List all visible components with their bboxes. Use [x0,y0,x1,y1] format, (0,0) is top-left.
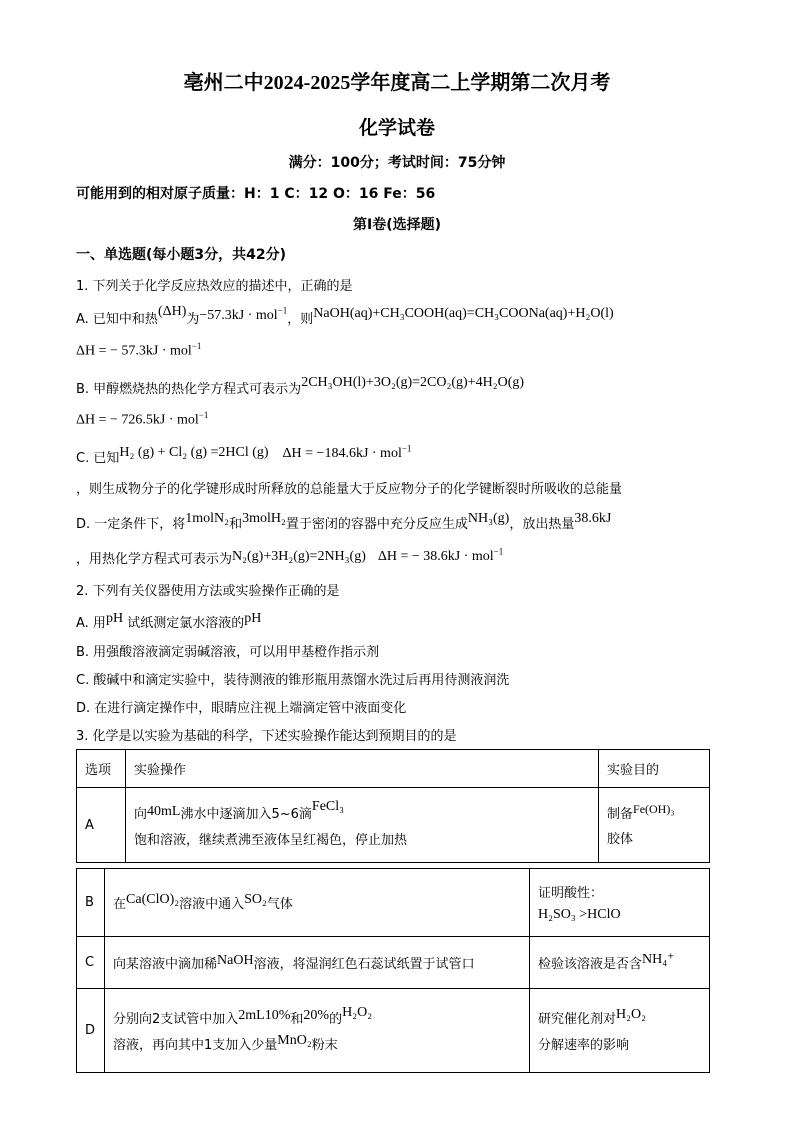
row-b-acid-compare: H₂SO₃ >HClO [538,907,621,922]
row-c-option: C [77,937,105,989]
row-b-caclo2: Ca(ClO)₂ [126,891,180,907]
q1-c-equation: H₂ (g) + Cl₂ (g) =2HCl (g) [119,445,269,460]
q2-stem: 2. 下列有关仪器使用方法或实验操作正确的是 [76,584,340,599]
row-c-nh4: NH₄⁺ [642,951,675,967]
row-a-volume: 40mL [147,803,181,819]
q1-d-enthalpy-wrap [377,546,504,564]
table-header-row [77,750,710,788]
q2-option-c: C. 酸碱中和滴定实验中，装待测液的锥形瓶用蒸馏水洗过后再用待测液润洗 [76,673,510,688]
row-c-op1: 向某溶液中滴加稀 [113,956,218,972]
exam-subtitle: 化学试卷 [358,118,435,139]
q1-option-d [76,513,611,533]
q1-c-text1: C. 已知 [76,451,120,466]
row-a-goal2: 胶体 [607,832,634,847]
q1-c-enthalpy-wrap [282,443,412,461]
q1-a-dh: (ΔH) [157,304,187,319]
row-d-op3: 的 [329,1011,343,1027]
q2-a-text2: 试纸测定氯水溶液的 [123,616,245,631]
q1-d-heat: 38.6kJ [574,511,612,526]
q1-d-h2: 3molH₂ [242,511,286,526]
q2-a-text1: A. 用 [76,616,106,631]
q3-stem: 3. 化学是以实验为基础的科学，下述实验操作能达到预期目的的是 [76,729,457,744]
row-c-naoh: NaOH [217,952,254,968]
q1-d-line2 [76,548,503,568]
q1-d-n2: 1molN₂ [185,511,230,526]
row-d-goal2: 分解速率的影响 [538,1038,630,1053]
row-d-goal [530,989,710,1073]
row-b-goal [530,869,710,937]
q1-a-text1: A. 已知中和热 [76,312,158,327]
exam-meta: 满分：100分；考试时间：75分钟 [288,155,506,171]
q1-a-dh2: ΔH = − 57.3kJ · mol [76,343,192,359]
row-a-fecl3: FeCl₃ [311,798,345,814]
row-b-op3: 气体 [266,896,293,912]
row-b-op2: 溶液中通入 [179,896,245,912]
q1-d-text1: D. 一定条件下，将 [76,517,186,532]
row-d-goal-h2o2: H₂O₂ [616,1007,646,1022]
q1-d-nh3: NH₃(g) [467,511,510,526]
q1-option-a [76,304,614,328]
q1-c-dh: ΔH = −184.6kJ · mol [282,446,402,461]
q1-a-enthalpy [76,341,201,360]
q1-a-equation: NaOH(aq)+CH₃COOH(aq)=CH₃COONa(aq)+H₂O(l) [313,306,614,321]
row-b-option: B [77,869,105,937]
q1-option-b [76,375,525,398]
atomic-masses: 可能用到的相对原子质量：H：1 C：12 O：16 Fe：56 [76,186,436,202]
row-d-option: D [77,989,105,1073]
q3-table-bottom [76,868,710,1073]
table-row [77,788,710,863]
q1-d-text2: 和 [229,517,243,532]
row-d-val2: 20% [303,1007,330,1023]
table-row [77,937,710,989]
row-a-option: A [77,788,126,863]
row-a-goal1: 制备 [607,807,634,822]
q2-option-a [76,612,261,632]
q1-b-enthalpy [76,410,208,429]
row-b-operation [105,869,530,937]
row-b-op1: 在 [113,896,127,912]
q1-d-dh: ΔH = − 38.6kJ · mol [377,549,494,564]
q1-c-dh-sup: −1 [401,443,412,454]
q1-c-conclusion: ，则生成物分子的化学键形成时所释放的总能量大于反应物分子的化学键断裂时所吸收的总能量 [76,482,623,497]
q1-b-equation: 2CH₃OH(l)+3O₂(g)=2CO₂(g)+4H₂O(g) [301,375,525,390]
header-option: 选项 [77,750,126,788]
row-c-goal [530,937,710,989]
q1-b-dh-sup: −1 [198,410,209,420]
header-goal: 实验目的 [599,750,710,788]
row-c-goal1: 检验该溶液是否含 [538,956,643,972]
row-d-op4: 溶液，再向其中1支加入少量 [113,1037,278,1053]
q1-d-dh-sup: −1 [493,546,504,557]
q1-b-dh: ΔH = − 726.5kJ · mol [76,412,199,428]
q1-d-text5: ，用热化学方程式可表示为 [76,552,233,567]
row-c-op2: 溶液，将湿润红色石蕊试纸置于试管口 [253,956,475,972]
q3-table-top [76,749,710,863]
table-row [77,989,710,1073]
q1-b-text1: B. 甲醇燃烧热的热化学方程式可表示为 [76,382,302,397]
row-d-h2o2: H₂O₂ [342,1004,373,1020]
row-d-op2: 和 [290,1011,304,1027]
q1-d-equation: N₂(g)+3H₂(g)=2NH₃(g) [232,549,366,564]
header-operation: 实验操作 [126,750,599,788]
q1-option-c [76,443,412,467]
row-d-operation [105,989,530,1073]
row-c-operation [105,937,530,989]
row-a-op1: 向 [134,806,148,822]
row-d-val1: 2mL10% [238,1007,291,1023]
row-d-goal1: 研究催化剂对 [538,1012,617,1027]
q1-stem: 1. 下列关于化学反应热效应的描述中，正确的是 [76,279,353,294]
q1-a-val: −57.3kJ · mol [199,308,278,323]
row-a-op2: 沸水中逐滴加入5~6滴 [180,806,312,822]
row-d-op1: 分别向2支试管中加入 [113,1011,239,1027]
q2-a-ph: pH [105,611,124,626]
row-a-goal [599,788,710,863]
row-a-op3: 饱和溶液，继续煮沸至液体呈红褐色，停止加热 [134,832,408,848]
q1-a-dh2-sup: −1 [191,341,202,351]
row-b-so2: SO₂ [244,891,267,907]
q1-a-text3: ，则 [287,312,314,327]
row-b-goal1: 证明酸性： [538,886,604,901]
q1-d-text4: ，放出热量 [509,517,575,532]
section-heading: 一、单选题(每小题3分，共42分) [76,247,287,263]
q2-a-ph2: pH [244,611,262,626]
row-d-op5: 粉末 [311,1037,338,1053]
row-d-mno2: MnO₂ [277,1032,312,1048]
exam-title: 亳州二中2024-2025学年度高二上学期第二次月考 [183,72,611,94]
q2-option-b: B. 用强酸溶液滴定弱碱溶液，可以用甲基橙作指示剂 [76,645,380,660]
row-a-operation [126,788,599,863]
table-row [77,869,710,937]
q1-a-val-sup: −1 [277,305,288,316]
q2-option-d: D. 在进行滴定操作中，眼睛应注视上端滴定管中液面变化 [76,701,407,716]
q1-a-text2: 为 [186,312,200,327]
q1-d-text3: 置于密闭的容器中充分反应生成 [285,517,468,532]
volume-title: 第I卷(选择题) [352,217,441,233]
row-a-feoh3: Fe(OH)₃ [633,802,675,816]
